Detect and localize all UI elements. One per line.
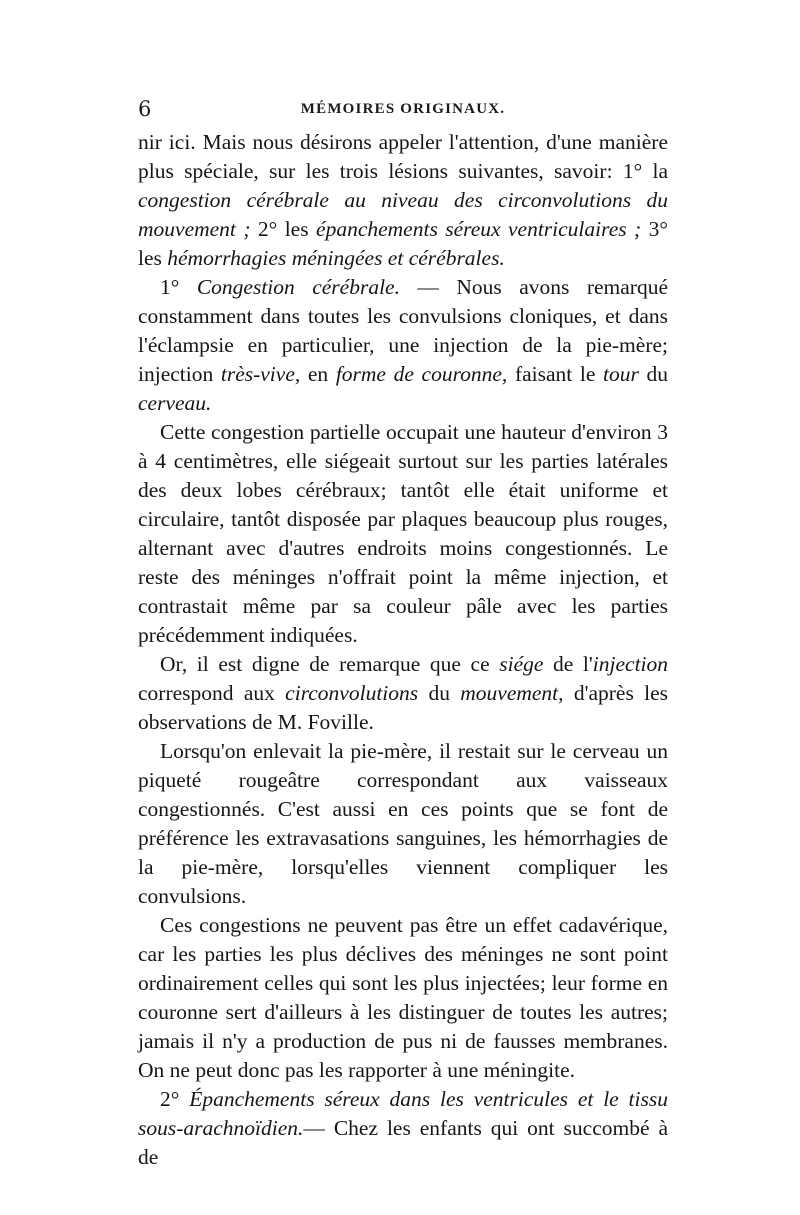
- italic-text: circonvolutions: [285, 681, 419, 705]
- italic-text: forme de couronne,: [335, 362, 508, 386]
- text-run: — Chez les enfants qui ont succombé à de: [138, 1116, 668, 1169]
- text-run: nir ici. Mais nous désirons appeler l'attention, d'une manière plus spéciale, sur les trois lésions suivantes, savoir: 1° la: [138, 130, 668, 183]
- running-title: MÉMOIRES ORIGINAUX.: [300, 101, 506, 117]
- page-number: 6: [138, 97, 152, 121]
- paragraph: [138, 1085, 668, 1172]
- paragraph: [138, 650, 668, 737]
- paragraph: [138, 737, 668, 911]
- italic-text: injection: [592, 652, 669, 676]
- text-run: Cette congestion partielle occupait une hauteur d'environ 3 à 4 centimètres, elle siégeait surtout sur les parties latérales des deux lobes cérébraux; tantôt elle était uniforme et circulaire, tantôt disposée par plaques beaucoup plus rouges, alternant avec d'autres endroits moins congestionnés. Le reste des méninges n'offrait point la même injection, et contrastait même par sa couleur pâle avec les parties précédemment indiquées.: [138, 420, 668, 647]
- italic-text: Congestion cérébrale.: [196, 275, 400, 299]
- paragraph: [138, 418, 668, 650]
- text-run: d'après les observations de M. Foville.: [138, 681, 668, 734]
- italic-text: très-vive,: [220, 362, 301, 386]
- text-run: 1°: [160, 275, 197, 299]
- paragraph: [138, 273, 668, 418]
- text-run: — Nous avons remarqué constamment dans toutes les convulsions cloniques, et dans l'éclampsie en particulier, une injection de la pie-mère; injection: [138, 275, 668, 386]
- text-run: du: [638, 362, 669, 386]
- text-run: Or, il est digne de remarque que ce: [160, 652, 500, 676]
- text-run: faisant le: [507, 362, 604, 386]
- italic-text: cerveau.: [138, 391, 212, 415]
- text-run: de l': [543, 652, 593, 676]
- text-run: 2° les: [250, 217, 317, 241]
- text-run: du: [418, 681, 461, 705]
- text-run: 2°: [160, 1087, 190, 1111]
- paragraph: [138, 128, 668, 273]
- text-run: Ces congestions ne peuvent pas être un effet cadavérique, car les parties les plus déclives des méninges ne sont point ordinairement celles qui sont les plus injectées; leur forme en couronne sert d'ailleurs à les distinguer de toutes les autres; jamais il n'y a production de pus ni de fausses membranes. On ne peut donc pas les rapporter à une méningite.: [138, 913, 668, 1082]
- text-run: Lorsqu'on enlevait la pie-mère, il restait sur le cerveau un piqueté rougeâtre correspondant aux vaisseaux congestionnés. C'est aussi en ces points que se font de préférence les extravasations sanguines, les hémorrhagies de la pie-mère, lorsqu'elles viennent compliquer les convulsions.: [138, 739, 668, 908]
- italic-text: épanchements séreux ventriculaires ;: [316, 217, 642, 241]
- body-text: [138, 128, 668, 1172]
- italic-text: hémorrhagies méningées et cérébrales.: [167, 246, 505, 270]
- italic-text: siége: [499, 652, 544, 676]
- italic-text: congestion cérébrale au niveau des circonvolutions du mouvement ;: [138, 188, 668, 241]
- italic-text: mouvement,: [460, 681, 564, 705]
- page-header: [138, 97, 668, 127]
- text-run: en: [300, 362, 336, 386]
- paragraph: [138, 911, 668, 1085]
- text-run: correspond aux: [138, 681, 286, 705]
- italic-text: Épanchements séreux dans les ventricules et le tissu sous-arachnoïdien.: [138, 1087, 668, 1140]
- text-run: 3° les: [138, 217, 668, 270]
- italic-text: tour: [603, 362, 639, 386]
